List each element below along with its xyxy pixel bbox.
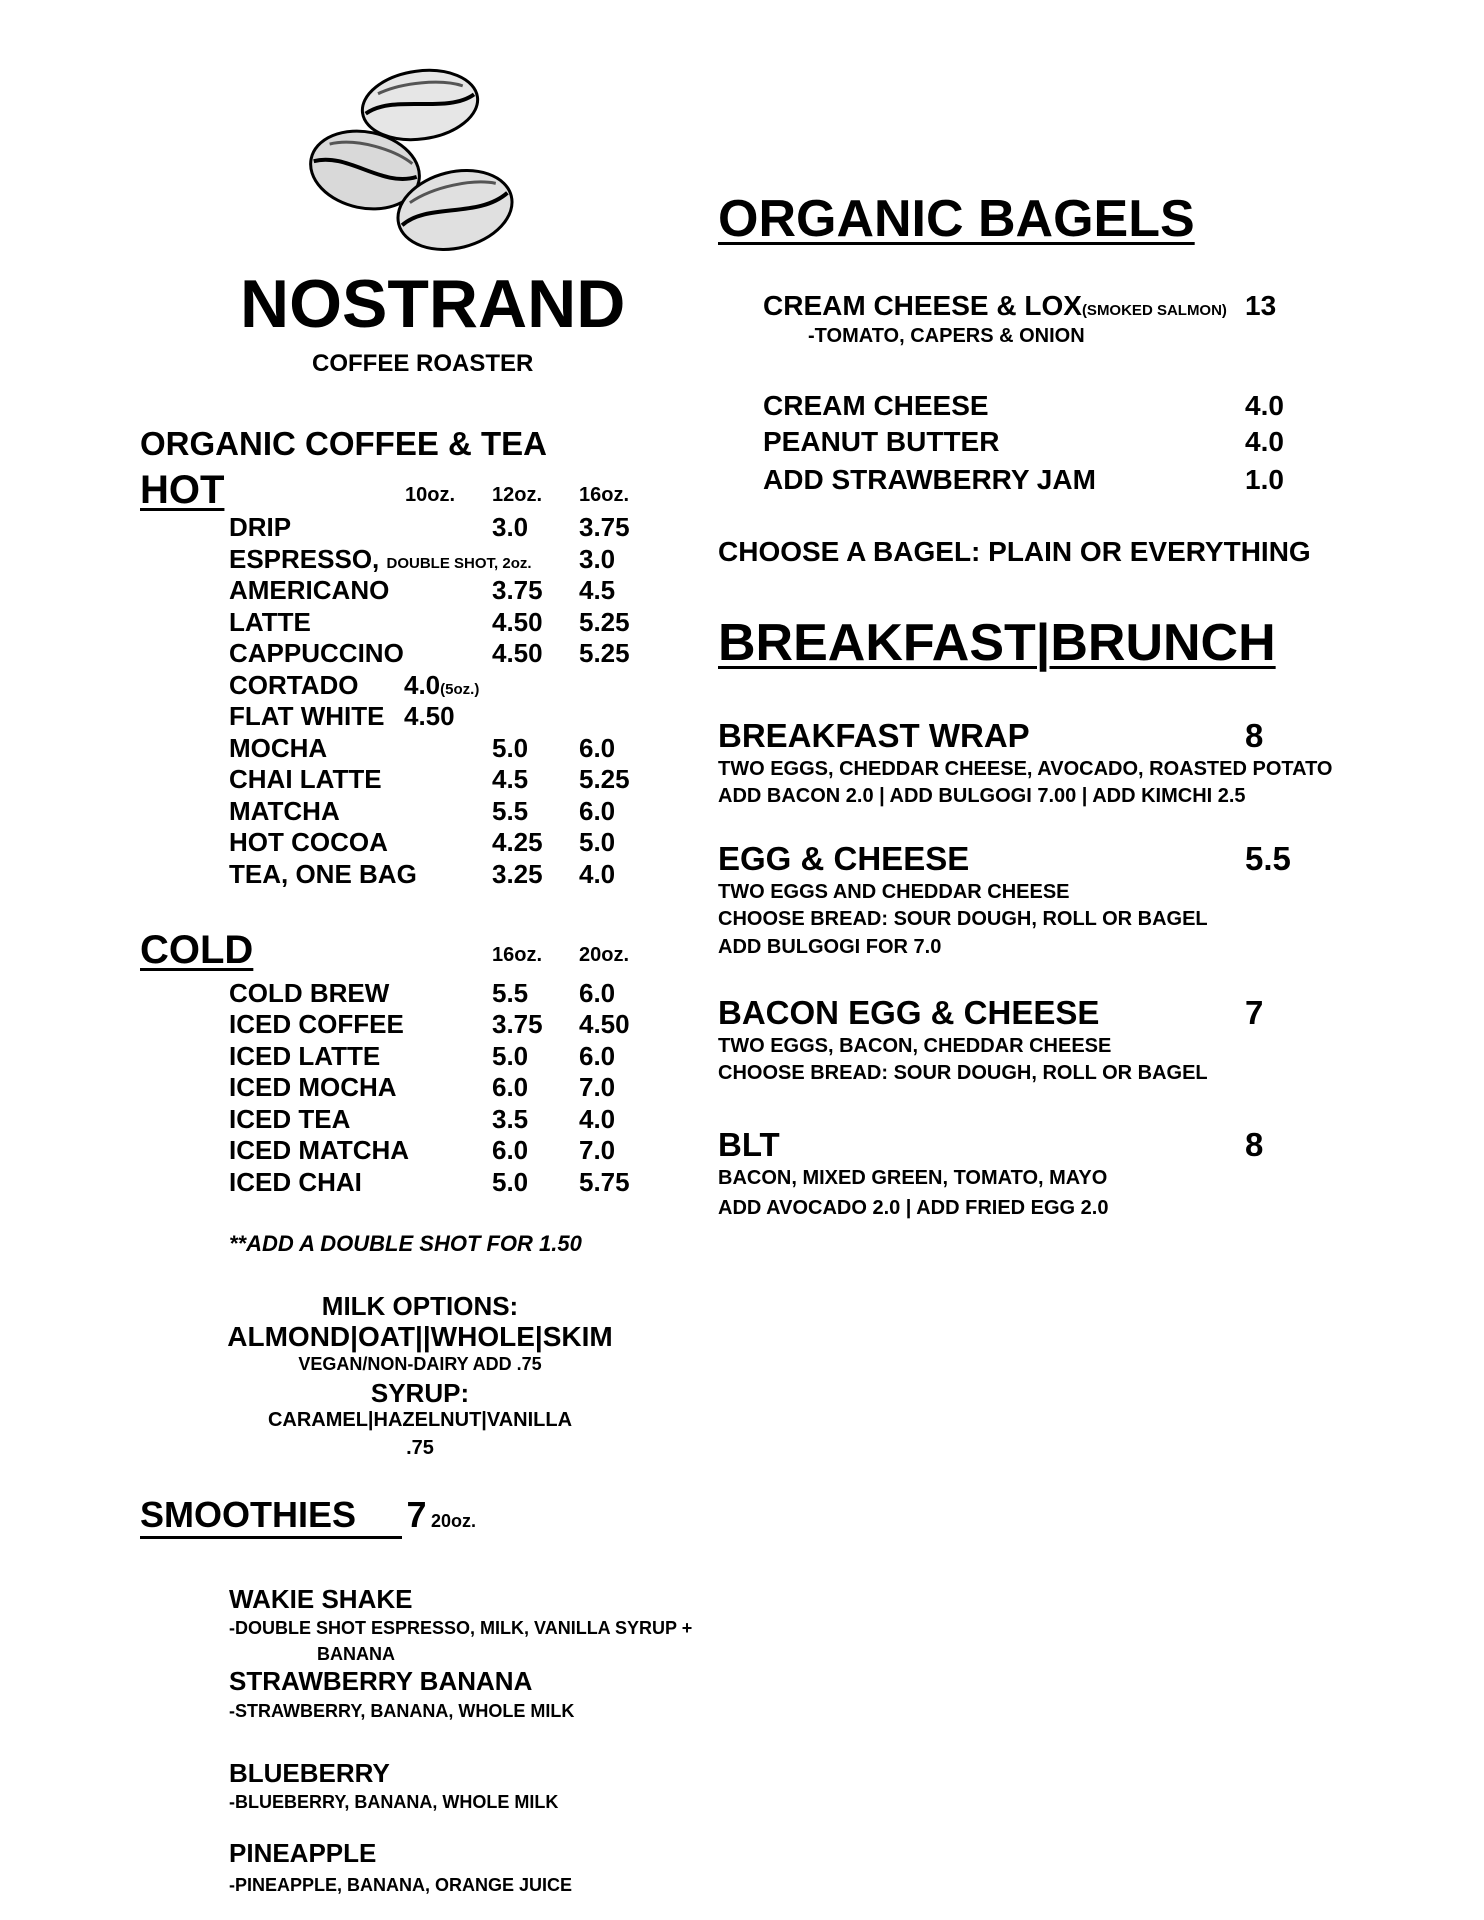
menu-item-price-note: (5oz.)	[440, 681, 480, 698]
menu-item-name: ICED MOCHA	[229, 1072, 397, 1102]
breakfast-heading: BREAKFAST|BRUNCH	[718, 614, 1276, 672]
menu-item-name: CORTADO	[229, 670, 359, 700]
bagel-item-price: 4.0	[1245, 426, 1284, 457]
hot-size-16oz: 16oz.	[579, 484, 630, 506]
menu-item-name: CAPPUCCINO	[229, 638, 404, 668]
menu-item-price: 5.25	[579, 607, 630, 637]
smoothie-desc: BANANA	[317, 1644, 395, 1664]
menu-item-price	[404, 672, 479, 698]
smoothie-name: STRAWBERRY BANANA	[229, 1666, 533, 1696]
menu-item-price: 6.0	[492, 1072, 529, 1102]
menu-item-price: 4.5	[492, 764, 529, 794]
breakfast-item-name: BLT	[718, 1126, 780, 1163]
milk-options: ALMOND|OAT||WHOLE|SKIM	[227, 1321, 613, 1352]
bagel-item-name-text: CREAM CHEESE & LOX	[763, 290, 1082, 321]
menu-item-name: HOT COCOA	[229, 827, 388, 857]
menu-item-price: 6.0	[579, 978, 616, 1008]
bagel-item-name: ADD STRAWBERRY JAM	[763, 464, 1096, 495]
milk-syrup-block	[200, 1293, 640, 1464]
menu-item-name: ICED COFFEE	[229, 1009, 404, 1039]
menu-item-price: 3.75	[492, 1009, 543, 1039]
menu-item-price: 6.0	[492, 1135, 529, 1165]
menu-item-note: DOUBLE SHOT, 2oz.	[386, 555, 532, 572]
smoothie-name: WAKIE SHAKE	[229, 1584, 413, 1614]
breakfast-item-price: 8	[1245, 717, 1264, 754]
menu-item-price: 5.5	[492, 796, 529, 826]
smoothies-size: 20oz.	[430, 1511, 476, 1531]
breakfast-item-desc: TWO EGGS, BACON, CHEDDAR CHEESE	[718, 1035, 1112, 1057]
double-shot-note: **ADD A DOUBLE SHOT FOR 1.50	[229, 1231, 582, 1256]
breakfast-item-price: 7	[1245, 994, 1264, 1031]
coffee-heading: ORGANIC COFFEE & TEA	[140, 425, 548, 462]
menu-item-name: FLAT WHITE	[229, 701, 385, 731]
menu-item-name: DRIP	[229, 512, 292, 542]
bagels-heading: ORGANIC BAGELS	[718, 190, 1195, 248]
menu-item-name-text: ESPRESSO,	[229, 544, 380, 574]
menu-item-name: COLD BREW	[229, 978, 390, 1008]
smoothie-name: PINEAPPLE	[229, 1838, 377, 1868]
smoothie-desc: -DOUBLE SHOT ESPRESSO, MILK, VANILLA SYRUP +	[229, 1618, 693, 1638]
syrup-heading: SYRUP:	[370, 1378, 470, 1408]
menu-item-price: 7.0	[579, 1135, 616, 1165]
menu-item-price: 5.75	[579, 1167, 630, 1197]
breakfast-item-desc: TWO EGGS, CHEDDAR CHEESE, AVOCADO, ROASTED POTATO	[718, 758, 1333, 780]
menu-item-name: ICED MATCHA	[229, 1135, 410, 1165]
menu-item-price: 6.0	[579, 796, 616, 826]
smoothies-label: SMOOTHIES	[140, 1497, 402, 1539]
breakfast-item-price: 5.5	[1245, 840, 1291, 877]
bagel-item-price: 13	[1245, 290, 1277, 321]
breakfast-item-desc: TWO EGGS AND CHEDDAR CHEESE	[718, 881, 1070, 903]
menu-item-name: CHAI LATTE	[229, 764, 382, 794]
smoothies-header	[140, 1494, 476, 1539]
smoothie-desc: -PINEAPPLE, BANANA, ORANGE JUICE	[229, 1875, 573, 1895]
brand-title: NOSTRAND	[240, 266, 626, 342]
bagel-choose-note: CHOOSE A BAGEL: PLAIN OR EVERYTHING	[718, 536, 1311, 567]
menu-item-price: 3.75	[492, 575, 543, 605]
menu-item-price: 4.50	[579, 1009, 630, 1039]
vegan-note: VEGAN/NON-DAIRY ADD .75	[298, 1354, 542, 1374]
menu-item-name: ICED TEA	[229, 1104, 351, 1134]
menu-item-price: 6.0	[579, 733, 616, 763]
menu-item-price: 6.0	[579, 1041, 616, 1071]
smoothie-name: BLUEBERRY	[229, 1758, 390, 1788]
menu-item-price: 5.0	[492, 1167, 529, 1197]
menu-item-price: 4.5	[579, 575, 616, 605]
cold-size-16oz: 16oz.	[492, 944, 543, 966]
menu-item-name	[229, 546, 532, 572]
breakfast-item-name: BREAKFAST WRAP	[718, 717, 1030, 754]
bagel-item-price: 4.0	[1245, 390, 1284, 421]
breakfast-item-desc: BACON, MIXED GREEN, TOMATO, MAYO	[718, 1167, 1108, 1189]
brand-subtitle: COFFEE ROASTER	[312, 350, 534, 377]
menu-item-price: 5.25	[579, 638, 630, 668]
syrup-price: .75	[406, 1437, 434, 1459]
hot-size-10oz: 10oz.	[405, 484, 456, 506]
smoothie-desc: -STRAWBERRY, BANANA, WHOLE MILK	[229, 1701, 575, 1721]
bagel-item-price: 1.0	[1245, 464, 1284, 495]
menu-item-price: 5.5	[492, 978, 529, 1008]
smoothie-desc: -BLUEBERRY, BANANA, WHOLE MILK	[229, 1792, 559, 1812]
bagel-item-desc: -TOMATO, CAPERS & ONION	[808, 325, 1085, 347]
menu-item-name: AMERICANO	[229, 575, 390, 605]
menu-item-price: 4.0	[579, 859, 616, 889]
menu-item-price: 4.0	[579, 1104, 616, 1134]
cold-size-20oz: 20oz.	[579, 944, 630, 966]
menu-item-price: 3.0	[492, 512, 529, 542]
menu-item-name: TEA, ONE BAG	[229, 859, 417, 889]
menu-item-price: 4.50	[492, 607, 543, 637]
breakfast-item-name: BACON EGG & CHEESE	[718, 994, 1100, 1031]
bagel-item-name: PEANUT BUTTER	[763, 426, 1000, 457]
menu-item-price: 7.0	[579, 1072, 616, 1102]
milk-heading: MILK OPTIONS:	[321, 1291, 519, 1321]
hot-label: HOT	[140, 468, 225, 512]
breakfast-item-desc: ADD AVOCADO 2.0 | ADD FRIED EGG 2.0	[718, 1197, 1109, 1219]
breakfast-item-price: 8	[1245, 1126, 1264, 1163]
menu-item-price-value: 4.0	[404, 670, 441, 700]
cold-label: COLD	[140, 928, 254, 972]
menu-item-price: 4.25	[492, 827, 543, 857]
menu-item-price: 5.25	[579, 764, 630, 794]
hot-size-12oz: 12oz.	[492, 484, 543, 506]
syrup-options: CARAMEL|HAZELNUT|VANILLA	[267, 1409, 573, 1431]
breakfast-item-desc: CHOOSE BREAD: SOUR DOUGH, ROLL OR BAGEL	[718, 908, 1208, 930]
menu-item-price: 5.0	[492, 733, 529, 763]
menu-item-price: 5.0	[492, 1041, 529, 1071]
coffee-beans-logo-icon	[305, 60, 535, 260]
menu-item-price: 3.25	[492, 859, 543, 889]
bagel-item-note: (SMOKED SALMON)	[1081, 302, 1227, 319]
menu-item-name: ICED CHAI	[229, 1167, 362, 1197]
smoothies-price: 7	[406, 1494, 427, 1535]
menu-item-price: 3.75	[579, 512, 630, 542]
breakfast-item-desc: ADD BACON 2.0 | ADD BULGOGI 7.00 | ADD KIMCHI 2.5	[718, 785, 1246, 807]
menu-item-price: 5.0	[579, 827, 616, 857]
breakfast-item-name: EGG & CHEESE	[718, 840, 970, 877]
breakfast-item-desc: CHOOSE BREAD: SOUR DOUGH, ROLL OR BAGEL	[718, 1062, 1208, 1084]
menu-item-price: 3.5	[492, 1104, 529, 1134]
menu-item-name: MOCHA	[229, 733, 328, 763]
menu-item-price: 4.50	[492, 638, 543, 668]
bagel-item-name	[763, 292, 1227, 320]
bagel-item-name: CREAM CHEESE	[763, 390, 989, 421]
breakfast-item-desc: ADD BULGOGI FOR 7.0	[718, 936, 942, 958]
menu-item-name: LATTE	[229, 607, 311, 637]
menu-item-price: 3.0	[579, 544, 616, 574]
menu-item-price: 4.50	[404, 701, 455, 731]
menu-item-name: ICED LATTE	[229, 1041, 381, 1071]
menu-item-name: MATCHA	[229, 796, 340, 826]
